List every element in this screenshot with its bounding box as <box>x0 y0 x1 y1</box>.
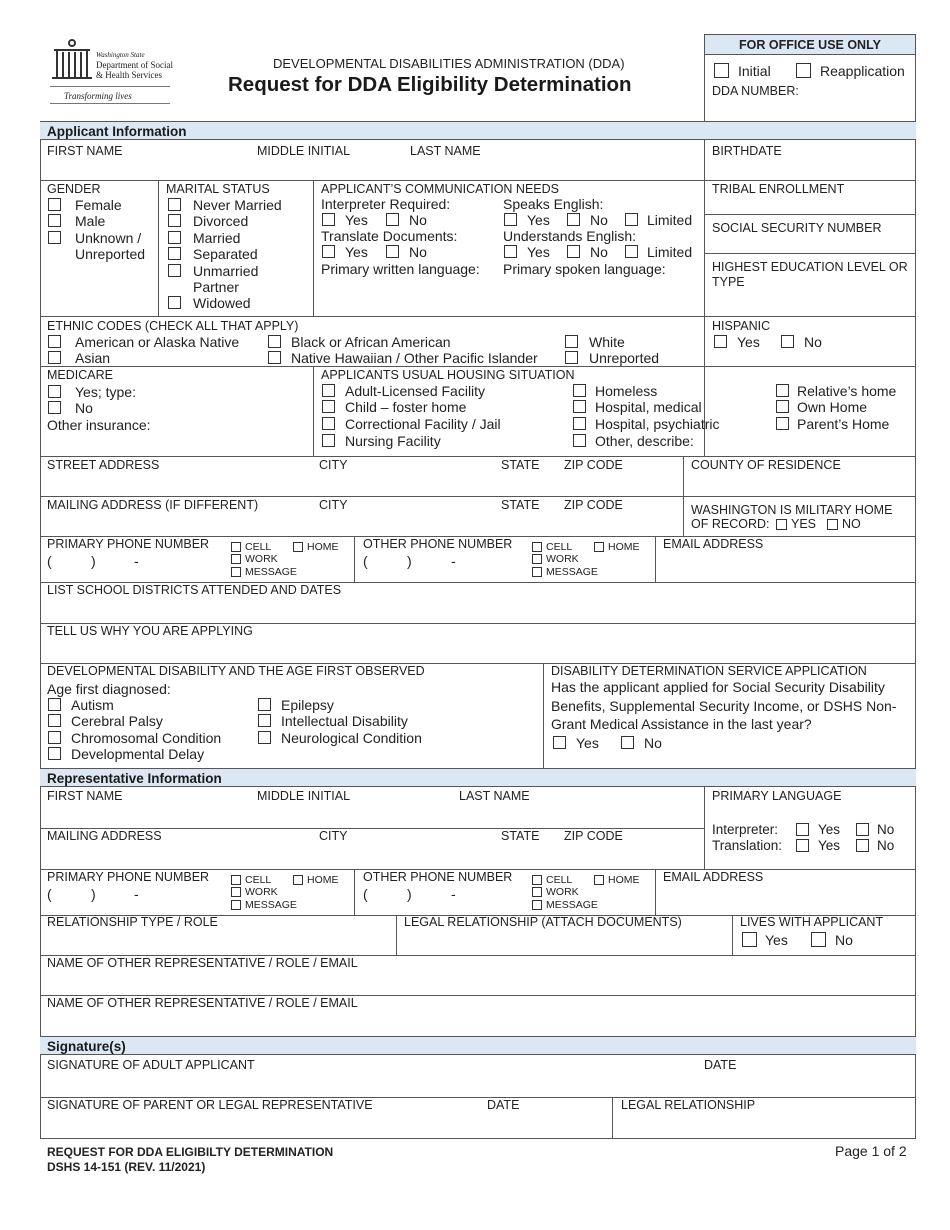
rep-translation-yes-checkbox[interactable] <box>796 839 809 852</box>
dds-application-label: DISABILITY DETERMINATION SERVICE APPLICATION <box>551 664 867 678</box>
correctional-label: Correctional Facility / Jail <box>345 416 501 432</box>
signatures-section-header: Signature(s) <box>40 1036 916 1055</box>
cerebral-palsy-label: Cerebral Palsy <box>71 713 163 729</box>
speaks-no-label: No <box>590 212 608 228</box>
age-first-diagnosed-label: Age first diagnosed: <box>47 681 171 697</box>
rep-mailing-address-label: MAILING ADDRESS <box>47 829 162 843</box>
native-hawaiian-label: Native Hawaiian / Other Pacific Islander <box>291 350 538 366</box>
other-representative-2-label: NAME OF OTHER REPRESENTATIVE / ROLE / EMAIL <box>47 996 358 1010</box>
dds-yes-checkbox[interactable] <box>553 736 566 749</box>
interpreter-no-label: No <box>409 212 427 228</box>
other-message-checkbox[interactable] <box>532 567 542 577</box>
hospital-psychiatric-checkbox[interactable] <box>573 417 586 430</box>
female-checkbox[interactable] <box>48 198 61 211</box>
married-label: Married <box>193 230 241 246</box>
primary-message-label: MESSAGE <box>245 566 297 578</box>
military-yes-label: YES <box>791 517 817 531</box>
translate-documents-label: Translate Documents: <box>321 228 458 244</box>
other-phone-paren-open: ( <box>363 553 368 569</box>
dds-no-checkbox[interactable] <box>621 736 634 749</box>
epilepsy-checkbox[interactable] <box>258 698 271 711</box>
neurological-checkbox[interactable] <box>258 731 271 744</box>
partner-label: Partner <box>193 279 239 295</box>
native-hawaiian-checkbox[interactable] <box>268 351 281 364</box>
logo-line-3: & Health Services <box>96 70 162 80</box>
rep-translation-label: Translation: <box>712 838 783 853</box>
why-applying-label: TELL US WHY YOU ARE APPLYING <box>47 624 253 638</box>
understands-no-checkbox[interactable] <box>567 245 580 258</box>
nursing-checkbox[interactable] <box>322 434 335 447</box>
hispanic-yes-label: Yes <box>737 334 760 350</box>
rep-other-message-label: MESSAGE <box>546 899 598 911</box>
other-phone-paren-close: ) <box>407 553 412 569</box>
logo-line-1: Washington State <box>96 51 145 59</box>
street-address-label: STREET ADDRESS <box>47 458 160 472</box>
child-foster-label: Child – foster home <box>345 399 467 415</box>
rep-primary-language-label: PRIMARY LANGUAGE <box>712 789 842 803</box>
medicare-no-label: No <box>75 400 93 416</box>
unreported-label: Unreported <box>75 246 146 262</box>
rep-interpreter-no-checkbox[interactable] <box>856 823 869 836</box>
rep-primary-cell-checkbox[interactable] <box>231 875 241 885</box>
agency-name: DEVELOPMENTAL DISABILITIES ADMINISTRATION (DDA) <box>273 56 625 71</box>
rep-interpreter-label: Interpreter: <box>712 822 779 837</box>
hispanic-no-checkbox[interactable] <box>781 335 794 348</box>
understands-yes-checkbox[interactable] <box>504 245 517 258</box>
homeless-checkbox[interactable] <box>573 384 586 397</box>
rep-city-label: CITY <box>319 829 348 843</box>
parent-signature-label: SIGNATURE OF PARENT OR LEGAL REPRESENTATIVE <box>47 1098 373 1112</box>
medicare-yes-checkbox[interactable] <box>48 385 61 398</box>
primary-phone-paren-open: ( <box>47 553 52 569</box>
communication-needs-label: APPLICANT’S COMMUNICATION NEEDS <box>321 182 559 196</box>
rep-translation-yes-label: Yes <box>818 838 841 853</box>
applicant-section-header: Applicant Information <box>40 121 916 140</box>
unmarried-label: Unmarried <box>193 263 259 279</box>
medicare-no-checkbox[interactable] <box>48 401 61 414</box>
speaks-yes-label: Yes <box>527 212 550 228</box>
american-alaska-native-label: American or Alaska Native <box>75 334 240 350</box>
mailing-city-label: CITY <box>319 498 348 512</box>
adult-licensed-checkbox[interactable] <box>322 384 335 397</box>
hispanic-yes-checkbox[interactable] <box>714 335 727 348</box>
primary-work-label: WORK <box>245 553 278 565</box>
developmental-delay-checkbox[interactable] <box>48 747 61 760</box>
other-cell-checkbox[interactable] <box>532 542 542 552</box>
primary-home-label: HOME <box>307 541 339 553</box>
logo-line-2: Department of Social <box>96 60 173 70</box>
rep-primary-home-checkbox[interactable] <box>293 875 303 885</box>
rep-other-message-checkbox[interactable] <box>532 900 542 910</box>
understands-limited-checkbox[interactable] <box>625 245 638 258</box>
other-cell-label: CELL <box>546 541 573 553</box>
birthdate-label: BIRTHDATE <box>712 144 782 158</box>
black-checkbox[interactable] <box>268 335 281 348</box>
relatives-home-label: Relative’s home <box>797 383 897 399</box>
street-zip-label: ZIP CODE <box>564 458 623 472</box>
other-insurance-label: Other insurance: <box>47 417 151 433</box>
page-number: Page 1 of 2 <box>835 1143 907 1159</box>
email-address-label: EMAIL ADDRESS <box>663 537 764 551</box>
rep-interpreter-yes-checkbox[interactable] <box>796 823 809 836</box>
dds-question-line3: Grant Medical Assistance in the last year? <box>551 716 812 732</box>
street-city-label: CITY <box>319 458 348 472</box>
speaks-limited-label: Limited <box>647 212 693 228</box>
relatives-home-checkbox[interactable] <box>776 384 789 397</box>
ethnic-unreported-label: Unreported <box>589 350 660 366</box>
rep-translation-no-checkbox[interactable] <box>856 839 869 852</box>
primary-spoken-language-label: Primary spoken language: <box>503 261 666 277</box>
understands-english-label: Understands English: <box>503 228 637 244</box>
rep-state-label: STATE <box>501 829 540 843</box>
other-representative-1-label: NAME OF OTHER REPRESENTATIVE / ROLE / EMAIL <box>47 956 358 970</box>
housing-situation-label: APPLICANTS USUAL HOUSING SITUATION <box>321 368 575 382</box>
interpreter-yes-checkbox[interactable] <box>322 213 335 226</box>
rep-primary-cell-label: CELL <box>245 874 272 886</box>
parent-signature-date-label: DATE <box>487 1098 520 1112</box>
black-label: Black or African American <box>291 334 451 350</box>
rep-other-phone-label: OTHER PHONE NUMBER <box>363 870 513 884</box>
primary-phone-paren-close: ) <box>91 553 96 569</box>
primary-cell-label: CELL <box>245 541 272 553</box>
adult-licensed-label: Adult-Licensed Facility <box>345 383 486 399</box>
hospital-psychiatric-label: Hospital, psychiatric <box>595 416 720 432</box>
rep-primary-phone-label: PRIMARY PHONE NUMBER <box>47 870 210 884</box>
last-name-label: LAST NAME <box>410 144 481 158</box>
male-checkbox[interactable] <box>48 214 61 227</box>
married-checkbox[interactable] <box>168 231 181 244</box>
footer-form-number: DSHS 14-151 (REV. 11/2021) <box>47 1160 206 1174</box>
other-phone-dash: - <box>451 553 456 569</box>
asian-label: Asian <box>75 350 111 366</box>
hospital-medical-checkbox[interactable] <box>573 400 586 413</box>
rep-other-cell-label: CELL <box>546 874 573 886</box>
hospital-medical-label: Hospital, medical <box>595 399 702 415</box>
chromosomal-checkbox[interactable] <box>48 731 61 744</box>
separated-label: Separated <box>193 246 258 262</box>
ethnic-unreported-checkbox[interactable] <box>565 351 578 364</box>
rep-email-label: EMAIL ADDRESS <box>663 870 764 884</box>
widowed-checkbox[interactable] <box>168 296 181 309</box>
intellectual-checkbox[interactable] <box>258 714 271 727</box>
primary-phone-label: PRIMARY PHONE NUMBER <box>47 537 210 551</box>
divorced-label: Divorced <box>193 213 249 229</box>
other-message-label: MESSAGE <box>546 566 598 578</box>
street-state-label: STATE <box>501 458 540 472</box>
primary-phone-dash: - <box>134 553 139 569</box>
dds-question-line2: Benefits, Supplemental Security Income, or DSHS Non- <box>551 698 897 714</box>
understands-yes-label: Yes <box>527 244 550 260</box>
unmarried-partner-checkbox[interactable] <box>168 264 181 277</box>
autism-label: Autism <box>71 697 114 713</box>
office-use-heading: FOR OFFICE USE ONLY <box>739 38 881 52</box>
marital-status-label: MARITAL STATUS <box>166 182 270 196</box>
education-label-line2: TYPE <box>712 275 745 289</box>
rep-other-phone-dash: - <box>451 886 456 902</box>
lives-with-no-checkbox[interactable] <box>811 932 826 947</box>
primary-written-language-label: Primary written language: <box>321 261 480 277</box>
medicare-yes-type-label: Yes; type: <box>75 384 136 400</box>
dds-yes-label: Yes <box>576 735 599 751</box>
other-describe-checkbox[interactable] <box>573 434 586 447</box>
rep-other-home-label: HOME <box>608 874 640 886</box>
other-work-checkbox[interactable] <box>532 554 542 564</box>
primary-work-checkbox[interactable] <box>231 554 241 564</box>
lives-with-no-label: No <box>835 932 853 948</box>
autism-checkbox[interactable] <box>48 698 61 711</box>
hispanic-label: HISPANIC <box>712 319 771 333</box>
widowed-label: Widowed <box>193 295 251 311</box>
education-label-line1: HIGHEST EDUCATION LEVEL OR <box>712 260 908 274</box>
own-home-label: Own Home <box>797 399 868 415</box>
interpreter-no-checkbox[interactable] <box>386 213 399 226</box>
own-home-checkbox[interactable] <box>776 400 789 413</box>
other-describe-label: Other, describe: <box>595 433 694 449</box>
medicare-label: MEDICARE <box>47 368 113 382</box>
never-married-checkbox[interactable] <box>168 198 181 211</box>
primary-message-checkbox[interactable] <box>231 567 241 577</box>
rep-first-name-label: FIRST NAME <box>47 789 123 803</box>
divorced-checkbox[interactable] <box>168 214 181 227</box>
intellectual-label: Intellectual Disability <box>281 713 408 729</box>
rep-interpreter-yes-label: Yes <box>818 822 841 837</box>
understands-no-label: No <box>590 244 608 260</box>
other-phone-label: OTHER PHONE NUMBER <box>363 537 513 551</box>
unknown-label: Unknown / <box>75 230 142 246</box>
chromosomal-label: Chromosomal Condition <box>71 730 222 746</box>
initial-checkbox[interactable] <box>714 63 729 78</box>
rep-middle-initial-label: MIDDLE INITIAL <box>257 789 351 803</box>
rep-zip-label: ZIP CODE <box>564 829 623 843</box>
county-label: COUNTY OF RESIDENCE <box>691 458 841 472</box>
speaks-yes-checkbox[interactable] <box>504 213 517 226</box>
ssn-label: SOCIAL SECURITY NUMBER <box>712 221 882 235</box>
lives-with-yes-label: Yes <box>765 932 788 948</box>
epilepsy-label: Epilepsy <box>281 697 334 713</box>
legal-relationship-label: LEGAL RELATIONSHIP (ATTACH DOCUMENTS) <box>404 915 682 929</box>
rep-other-cell-checkbox[interactable] <box>532 875 542 885</box>
never-married-label: Never Married <box>193 197 282 213</box>
other-work-label: WORK <box>546 553 579 565</box>
military-no-checkbox[interactable] <box>827 519 838 530</box>
white-label: White <box>589 334 625 350</box>
mailing-state-label: STATE <box>501 498 540 512</box>
page-title: Request for DDA Eligibility Determination <box>228 73 632 96</box>
female-label: Female <box>75 197 122 213</box>
developmental-disability-label: DEVELOPMENTAL DISABILITY AND THE AGE FIRST OBSERVED <box>47 664 425 678</box>
interpreter-required-label: Interpreter Required: <box>321 196 451 212</box>
correctional-checkbox[interactable] <box>322 417 335 430</box>
parents-home-label: Parent’s Home <box>797 416 890 432</box>
gender-label: GENDER <box>47 182 101 196</box>
rep-primary-phone-dash: - <box>134 886 139 902</box>
child-foster-checkbox[interactable] <box>322 400 335 413</box>
rep-primary-work-label: WORK <box>245 886 278 898</box>
rep-primary-message-checkbox[interactable] <box>231 900 241 910</box>
adult-applicant-signature-label: SIGNATURE OF ADULT APPLICANT <box>47 1058 255 1072</box>
speaks-limited-checkbox[interactable] <box>625 213 638 226</box>
military-yes-checkbox[interactable] <box>776 519 787 530</box>
american-alaska-native-checkbox[interactable] <box>48 335 61 348</box>
rep-primary-work-checkbox[interactable] <box>231 887 241 897</box>
speaks-english-label: Speaks English: <box>503 196 604 212</box>
adult-signature-date-label: DATE <box>704 1058 737 1072</box>
dds-no-label: No <box>644 735 662 751</box>
lives-with-applicant-label: LIVES WITH APPLICANT <box>740 915 884 929</box>
rep-last-name-label: LAST NAME <box>459 789 530 803</box>
school-districts-label: LIST SCHOOL DISTRICTS ATTENDED AND DATES <box>47 583 342 597</box>
military-label-line1: WASHINGTON IS MILITARY HOME <box>691 503 893 517</box>
footer-form-name: REQUEST FOR DDA ELIGIBILTY DETERMINATION <box>47 1145 334 1159</box>
rep-other-phone-paren-open: ( <box>363 886 368 902</box>
rep-primary-phone-paren-open: ( <box>47 886 52 902</box>
other-home-label: HOME <box>608 541 640 553</box>
reapplication-label: Reapplication <box>820 63 905 79</box>
cerebral-palsy-checkbox[interactable] <box>48 714 61 727</box>
white-checkbox[interactable] <box>565 335 578 348</box>
other-home-checkbox[interactable] <box>594 542 604 552</box>
unknown-checkbox[interactable] <box>48 231 61 244</box>
rep-other-work-label: WORK <box>546 886 579 898</box>
rep-other-phone-paren-close: ) <box>407 886 412 902</box>
rep-primary-home-label: HOME <box>307 874 339 886</box>
rep-translation-no-label: No <box>877 838 895 853</box>
initial-label: Initial <box>738 63 771 79</box>
tribal-enrollment-label: TRIBAL ENROLLMENT <box>712 182 845 196</box>
primary-home-checkbox[interactable] <box>293 542 303 552</box>
rep-primary-phone-paren-close: ) <box>91 886 96 902</box>
middle-initial-label: MIDDLE INITIAL <box>257 144 351 158</box>
rep-interpreter-no-label: No <box>877 822 895 837</box>
dshs-emblem-icon <box>48 38 96 82</box>
understands-limited-label: Limited <box>647 244 693 260</box>
first-name-label: FIRST NAME <box>47 144 123 158</box>
dda-number-label: DDA NUMBER: <box>712 84 799 98</box>
military-no-label: NO <box>842 517 861 531</box>
parents-home-checkbox[interactable] <box>776 417 789 430</box>
asian-checkbox[interactable] <box>48 351 61 364</box>
interpreter-yes-label: Yes <box>345 212 368 228</box>
nursing-label: Nursing Facility <box>345 433 441 449</box>
translate-yes-checkbox[interactable] <box>322 245 335 258</box>
ethnic-codes-label: ETHNIC CODES (CHECK ALL THAT APPLY) <box>47 319 299 333</box>
reapplication-checkbox[interactable] <box>796 63 811 78</box>
rep-other-work-checkbox[interactable] <box>532 887 542 897</box>
dds-question-line1: Has the applicant applied for Social Security Disability <box>551 679 885 695</box>
translate-yes-label: Yes <box>345 244 368 260</box>
mailing-zip-label: ZIP CODE <box>564 498 623 512</box>
representative-section-header: Representative Information <box>40 768 916 787</box>
speaks-no-checkbox[interactable] <box>567 213 580 226</box>
legal-relationship-signature-label: LEGAL RELATIONSHIP <box>621 1098 756 1112</box>
relationship-type-label: RELATIONSHIP TYPE / ROLE <box>47 915 218 929</box>
rep-other-home-checkbox[interactable] <box>594 875 604 885</box>
hispanic-no-label: No <box>804 334 822 350</box>
translate-no-checkbox[interactable] <box>386 245 399 258</box>
separated-checkbox[interactable] <box>168 247 181 260</box>
dshs-logo <box>46 38 171 104</box>
male-label: Male <box>75 213 106 229</box>
military-label-line2: OF RECORD: <box>691 517 770 531</box>
developmental-delay-label: Developmental Delay <box>71 746 205 762</box>
lives-with-yes-checkbox[interactable] <box>742 932 757 947</box>
homeless-label: Homeless <box>595 383 658 399</box>
primary-cell-checkbox[interactable] <box>231 542 241 552</box>
logo-tagline: Transforming lives <box>64 91 132 101</box>
rep-primary-message-label: MESSAGE <box>245 899 297 911</box>
neurological-label: Neurological Condition <box>281 730 422 746</box>
mailing-address-label: MAILING ADDRESS (IF DIFFERENT) <box>47 498 259 512</box>
translate-no-label: No <box>409 244 427 260</box>
